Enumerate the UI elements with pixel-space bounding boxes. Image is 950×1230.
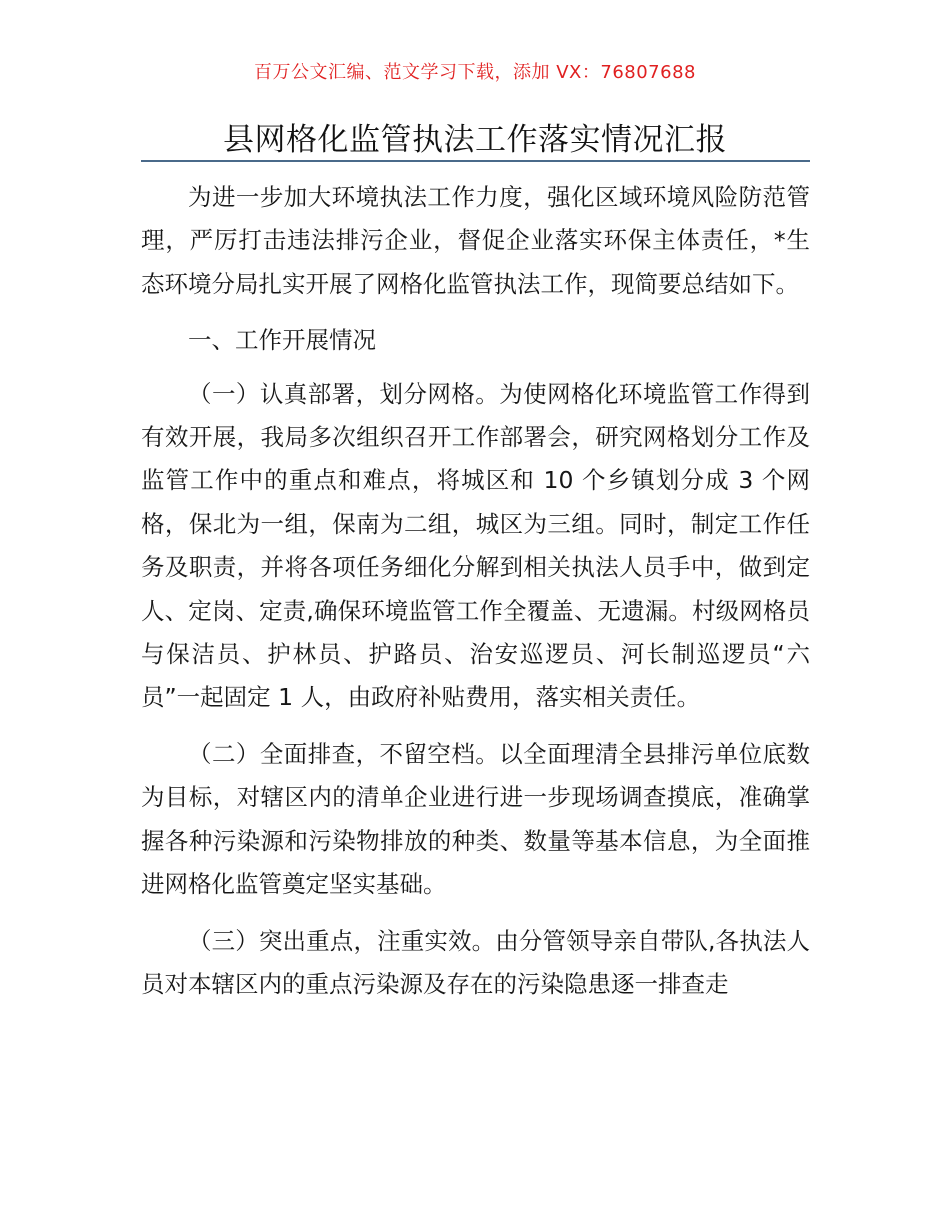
body-paragraph: （一）认真部署，划分网格。为使网格化环境监管工作得到有效开展，我局多次组织召开工作部署会，研究网格划分工作及监管工作中的重点和难点，将城区和 10 个乡镇划分成 3 个网格，保北为一组，保南为二组，城区为三组。同时，制定工作任务及职责，并将各项任务细化分解到相关执法人员手中，做到定人、定岗、定责,确保环境监管工作全覆盖、无遗漏。村级网格员与保洁员、护林员、护路员、治安巡逻员、河长制巡逻员“六员”一起固定 1 人，由政府补贴费用，落实相关责任。 [141,379,810,712]
intro-paragraph: 为进一步加大环境执法工作力度，强化区域环境风险防范管理，严厉打击违法排污企业，督促企业落实环保主体责任，*生态环境分局扎实开展了网格化监管执法工作，现简要总结如下。 [141,183,810,298]
body-paragraph: （三）突出重点，注重实效。由分管领导亲自带队,各执法人员对本辖区内的重点污染源及存在的污染隐患逐一排查走 [141,926,810,998]
header-promo-note: 百万公文汇编、范文学习下载，添加 VX：76807688 [254,62,696,83]
section-heading: 一、工作开展情况 [188,326,376,355]
document-body [141,176,810,1019]
body-paragraph: （二）全面排查，不留空档。以全面理清全县排污单位底数为目标，对辖区内的清单企业进行进一步现场调查摸底，准确掌握各种污染源和污染物排放的种类、数量等基本信息，为全面推进网格化监管奠定坚实基础。 [141,739,810,899]
title-divider [141,160,810,162]
document-title: 县网格化监管执法工作落实情况汇报 [223,122,727,158]
